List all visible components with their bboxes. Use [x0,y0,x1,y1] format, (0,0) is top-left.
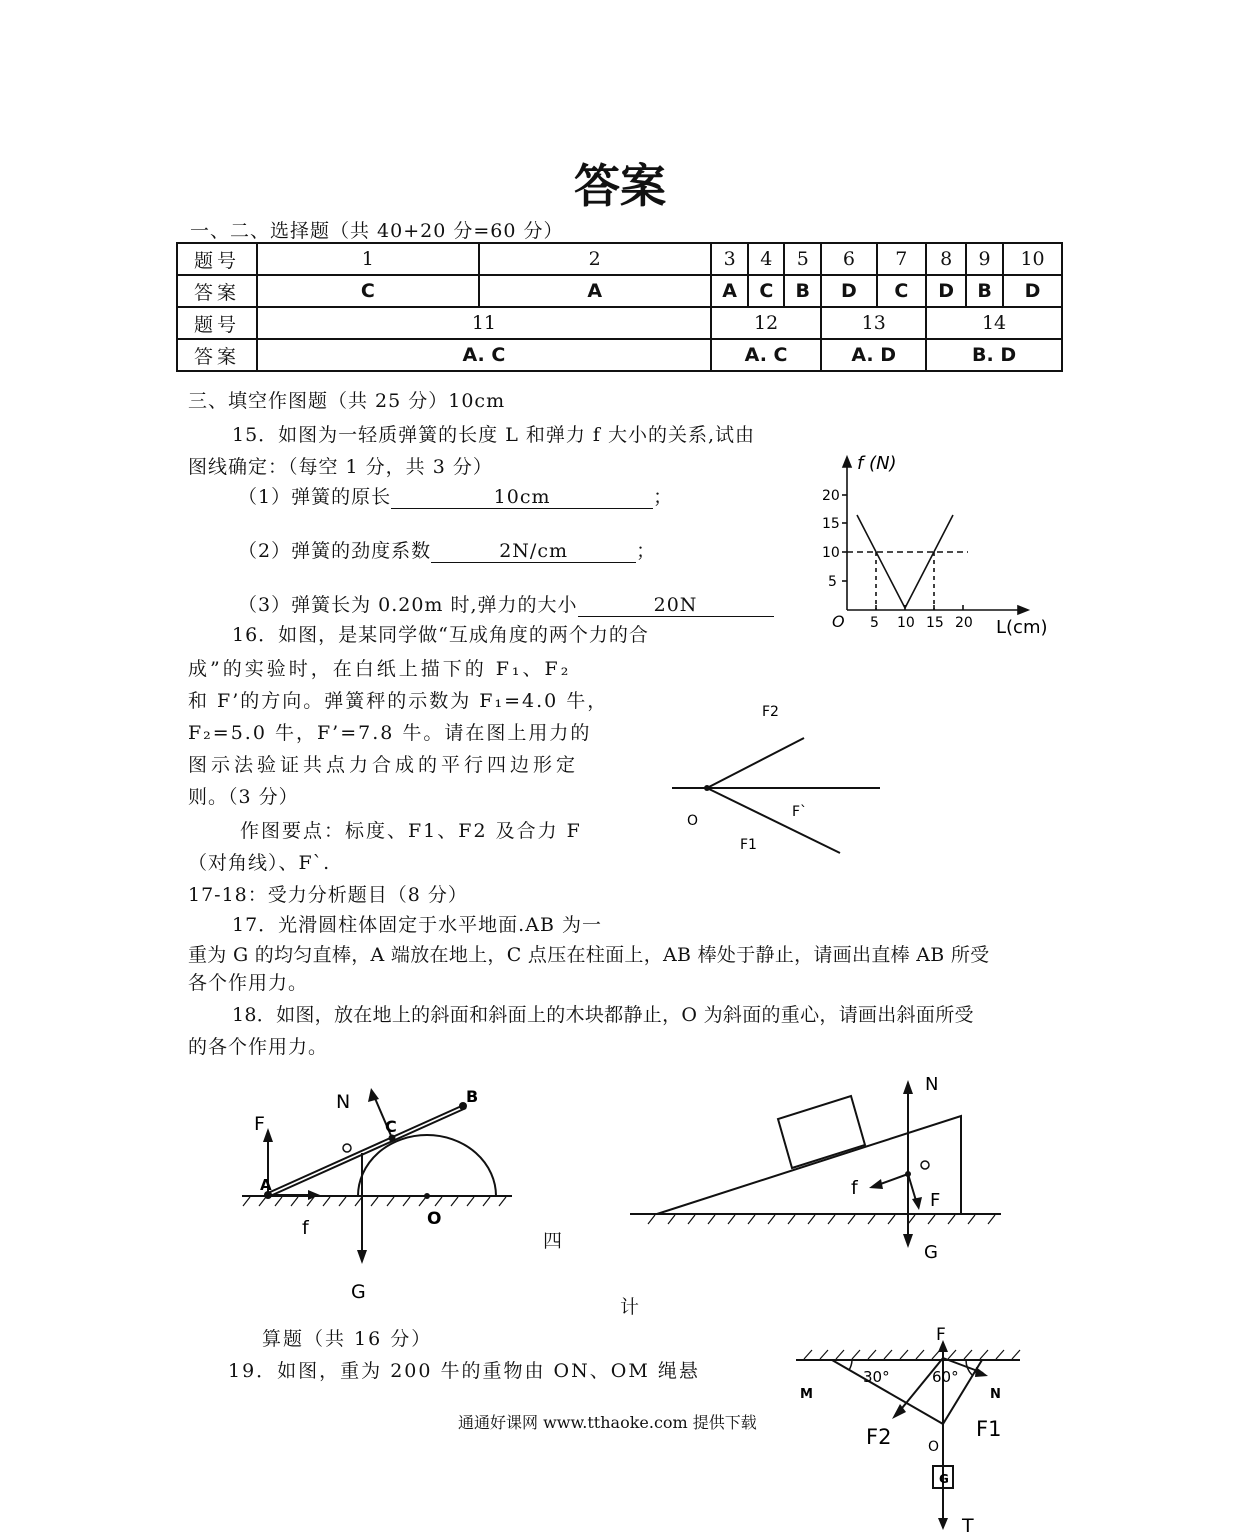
q15-part3 [238,590,774,617]
y-tick: 20 [822,488,840,504]
x-tick: 20 [955,615,973,631]
f1-direction-line [707,788,840,853]
answer-table [176,242,1063,372]
table-row [177,339,1062,371]
table-cell: 12 [711,307,821,339]
label-b: B [466,1087,479,1106]
arrow-t-head-icon [938,1518,948,1530]
table-row [177,275,1062,307]
arrow-f-friction-head-icon [869,1179,883,1189]
q19-line1: 19．如图，重为 200 牛的重物由 ON、OM 绳悬 [228,1360,700,1382]
label-f2: F2 [762,704,779,720]
q1718-heading: 17-18：受力分析题目（8 分） [188,884,468,906]
label-f: F [930,1190,941,1211]
q16-line7: 作图要点：标度、F1、F2 及合力 F [240,820,582,842]
q18-line2: 的各个作用力。 [188,1036,329,1058]
table-cell: 10 [1003,243,1062,275]
y-tick: 15 [822,516,840,532]
q17-line3: 各个作用力。 [188,972,309,994]
q15-line1: 15．如图为一轻质弹簧的长度 L 和弹力 f 大小的关系,试由 [232,424,756,446]
center-o-mark [921,1161,929,1169]
point-o [704,785,710,791]
q16-line3: 和 F’的方向。弹簧秤的示数为 F₁=4.0 牛， [188,690,609,712]
q15-part2-label: （2）弹簧的劲度系数 [238,540,432,562]
footer-watermark: 通通好课网 www.tthaoke.com 提供下载 [458,1413,757,1432]
table-cell: C [748,275,784,307]
arrow-g-head-icon [357,1250,367,1264]
q16-line8: （对角线）、F`. [188,852,331,874]
table-cell: 7 [877,243,927,275]
q16-line2: 成”的实验时，在白纸上描下的 F₁、F₂ [188,658,572,680]
label-f1: F1 [740,837,757,853]
q15-part2 [238,536,656,563]
q15-part1-end: ； [653,486,674,508]
table-cell: 5 [784,243,821,275]
y-tick: 10 [822,545,840,561]
rod-center-mark [343,1144,351,1152]
table-cell: B. D [926,339,1062,371]
label-f: F [936,1325,946,1345]
table-cell: A [711,275,749,307]
f2-direction-line [707,738,804,788]
table-cell: D [1003,275,1062,307]
label-angle-30: 30° [863,1368,890,1386]
row-label-answer: 答案 [177,339,257,371]
force-composition-figure [660,690,900,870]
table-cell: B [966,275,1003,307]
section3-heading: 三、填空作图题（共 25 分）10cm [188,390,506,412]
section1-heading: 一、二、选择题（共 40+20 分=60 分） [190,220,564,242]
label-g: G [924,1242,938,1263]
table-cell: 1 [257,243,479,275]
label-f: F [254,1113,265,1135]
q16-line5: 图示法验证共点力合成的平行四边形定 [188,754,580,776]
q17-line2: 重为 G 的均匀直棒，A 端放在地上，C 点压在柱面上，AB 棒处于静止，请画出直棒 AB 所受 [188,944,990,966]
x-tick: 15 [926,615,944,631]
label-t: T [962,1515,974,1536]
table-cell: 6 [821,243,876,275]
q15-part1 [238,482,673,509]
table-cell: B [784,275,821,307]
label-f1: F1 [976,1417,1002,1441]
label-o: O [928,1439,940,1455]
q15-part1-answer: 10cm [391,486,653,509]
q17-line1: 17．光滑圆柱体固定于水平地面.AB 为一 [232,914,602,936]
arrow-small-f-head-icon [308,1190,320,1200]
y-axis-label: f (N) [857,453,897,474]
x-axis-arrow-icon [1018,606,1028,614]
q16-line6: 则。（3 分） [188,786,299,808]
table-cell: 11 [257,307,711,339]
y-tick: 5 [828,574,837,590]
label-n: N [925,1074,939,1095]
label-small-f: f [302,1217,309,1239]
label-f2: F2 [866,1425,892,1449]
label-g: G [939,1472,949,1486]
label-angle-60: 60° [932,1368,959,1386]
label-a: A [260,1176,272,1194]
label-n: N [990,1387,1001,1402]
table-cell: 4 [748,243,784,275]
label-o: O [687,813,699,829]
arrow-f-pressure-head-icon [912,1197,922,1210]
table-cell: D [926,275,966,307]
rod-ab-edge [268,1108,466,1197]
x-tick: 5 [870,615,879,631]
wooden-block [778,1096,865,1168]
label-small-f: f [851,1177,858,1199]
label-o: O [427,1209,442,1229]
arrow-g-head-icon [903,1234,913,1248]
incline-block-figure [625,1068,1010,1268]
q15-part2-end: ； [636,540,657,562]
label-n: N [336,1091,351,1113]
graph-origin: O [832,612,845,631]
table-cell: 8 [926,243,966,275]
force-curve [857,515,953,608]
q18-line1: 18．如图，放在地上的斜面和斜面上的木块都静止，O 为斜面的重心，请画出斜面所受 [232,1004,974,1026]
x-tick: 10 [897,615,915,631]
table-cell: D [821,275,876,307]
rope-suspension-figure [788,1318,1028,1536]
table-cell: 2 [479,243,711,275]
rod-ab-edge [268,1104,466,1193]
row-label-number: 题号 [177,243,257,275]
table-cell: C [257,275,479,307]
table-cell: 13 [821,307,926,339]
table-cell: A. D [821,339,926,371]
y-axis-arrow-icon [843,457,851,467]
table-cell: 9 [966,243,1003,275]
table-cell: 3 [711,243,749,275]
q15-part3-answer: 20N [578,594,774,617]
label-c: C [385,1117,397,1136]
table-cell: A. C [257,339,711,371]
label-m: M [800,1387,813,1402]
rod-on-cylinder-figure [230,1078,530,1308]
q15-part2-answer: 2N/cm [431,540,636,563]
row-label-answer: 答案 [177,275,257,307]
q15-line2: 图线确定：（每空 1 分，共 3 分） [188,456,493,478]
label-g: G [351,1281,366,1303]
table-cell: C [877,275,927,307]
section4-heading: 算题（共 16 分） [262,1328,433,1350]
table-row [177,243,1062,275]
arrow-n-head-icon [903,1080,913,1094]
q15-part3-label: （3）弹簧长为 0.20m 时,弹力的大小 [238,594,578,616]
q16-line4: F₂=5.0 牛，F’=7.8 牛。请在图上用力的 [188,722,592,744]
q16-line1: 16．如图，是某同学做“互成角度的两个力的合 [232,624,649,646]
section4-char1: 四 [543,1230,564,1252]
section4-char2: 计 [620,1296,641,1318]
center-point [905,1171,911,1177]
arrow-n-head-icon [368,1088,379,1102]
page-title: 答案 [574,159,666,213]
point-o [424,1193,430,1199]
table-cell: 14 [926,307,1062,339]
row-label-number: 题号 [177,307,257,339]
table-row [177,307,1062,339]
x-axis-label: L(cm) [996,617,1048,638]
table-cell: A. C [711,339,821,371]
table-cell: A [479,275,711,307]
arrow-f1-head-icon [975,1367,988,1377]
label-fprime: F` [792,804,808,820]
spring-force-graph [800,445,1060,645]
q15-part1-label: （1）弹簧的原长 [238,486,392,508]
